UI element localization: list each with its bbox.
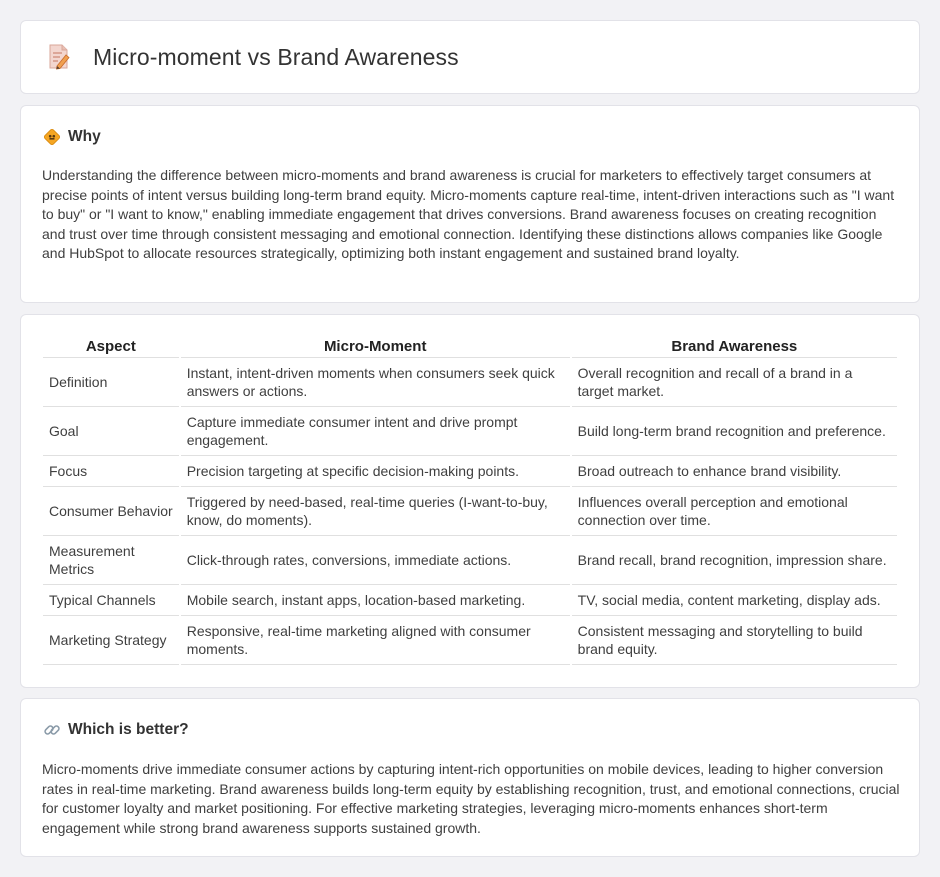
row-aspect: Definition [43,358,179,407]
row-aspect: Marketing Strategy [43,616,179,665]
row-aspect: Focus [43,456,179,487]
row-micro-moment: Precision targeting at specific decision-making points. [181,456,570,487]
title-card [20,20,920,94]
row-micro-moment: Instant, intent-driven moments when consumers seek quick answers or actions. [181,358,570,407]
column-header-micro-moment: Micro-Moment [181,335,570,358]
row-aspect: Measurement Metrics [43,536,179,585]
table-row [43,456,897,487]
why-text: Understanding the difference between micro-moments and brand awareness is crucial for marketers to effectively target consumers at precise points of intent versus building long-term brand equity. Micro-moments capture real-time, intent-driven interactions such as "I want to buy" or "I want to know," enabling immediate engagement that drives conversions. Brand awareness focuses on creating recognition and trust over time through consistent messaging and emotional connection. Identifying these distinctions allows companies like Google and HubSpot to allocate resources strategically, optimizing both instant engagement and sustained brand loyalty. [42,167,895,261]
row-brand-awareness: Consistent messaging and storytelling to build brand equity. [572,616,897,665]
why-card [20,105,920,303]
row-brand-awareness: TV, social media, content marketing, display ads. [572,585,897,616]
link-icon [43,721,61,739]
row-micro-moment: Capture immediate consumer intent and drive prompt engagement. [181,407,570,456]
table-row [43,487,897,536]
row-micro-moment: Triggered by need-based, real-time queries (I-want-to-buy, know, do moments). [181,487,570,536]
why-heading: Why [68,128,101,145]
row-micro-moment: Mobile search, instant apps, location-based marketing. [181,585,570,616]
table-row [43,358,897,407]
table-header-row [43,335,897,358]
page-title: Micro-moment vs Brand Awareness [93,43,459,70]
table-row [43,407,897,456]
diamond-sign-icon [43,128,61,146]
better-heading: Which is better? [68,721,189,738]
row-micro-moment: Responsive, real-time marketing aligned with consumer moments. [181,616,570,665]
row-aspect: Typical Channels [43,585,179,616]
title-row [47,43,459,71]
column-header-brand-awareness: Brand Awareness [572,335,897,358]
column-header-aspect: Aspect [43,335,179,358]
which-is-better-card [20,698,920,857]
better-heading-row [43,721,189,739]
document-pencil-icon [47,43,71,71]
table-row [43,616,897,665]
row-aspect: Consumer Behavior [43,487,179,536]
row-brand-awareness: Build long-term brand recognition and preference. [572,407,897,456]
row-brand-awareness: Brand recall, brand recognition, impression share. [572,536,897,585]
better-text: Micro-moments drive immediate consumer actions by capturing intent-rich opportunities on mobile devices, leading to higher conversion rates in real-time marketing. Brand awareness builds long-term equity by establishing recognition, trust, and emotional connections, crucial for customer loyalty and market positioning. For effective marketing strategies, leveraging micro-moments enhances short-term engagement while strong brand awareness supports sustained growth. [42,761,900,836]
table-row [43,536,897,585]
row-aspect: Goal [43,407,179,456]
row-brand-awareness: Broad outreach to enhance brand visibility. [572,456,897,487]
table-row [43,585,897,616]
row-brand-awareness: Overall recognition and recall of a brand in a target market. [572,358,897,407]
why-heading-row [43,128,101,146]
row-brand-awareness: Influences overall perception and emotional connection over time. [572,487,897,536]
comparison-table [41,335,899,665]
comparison-card [20,314,920,688]
row-micro-moment: Click-through rates, conversions, immediate actions. [181,536,570,585]
